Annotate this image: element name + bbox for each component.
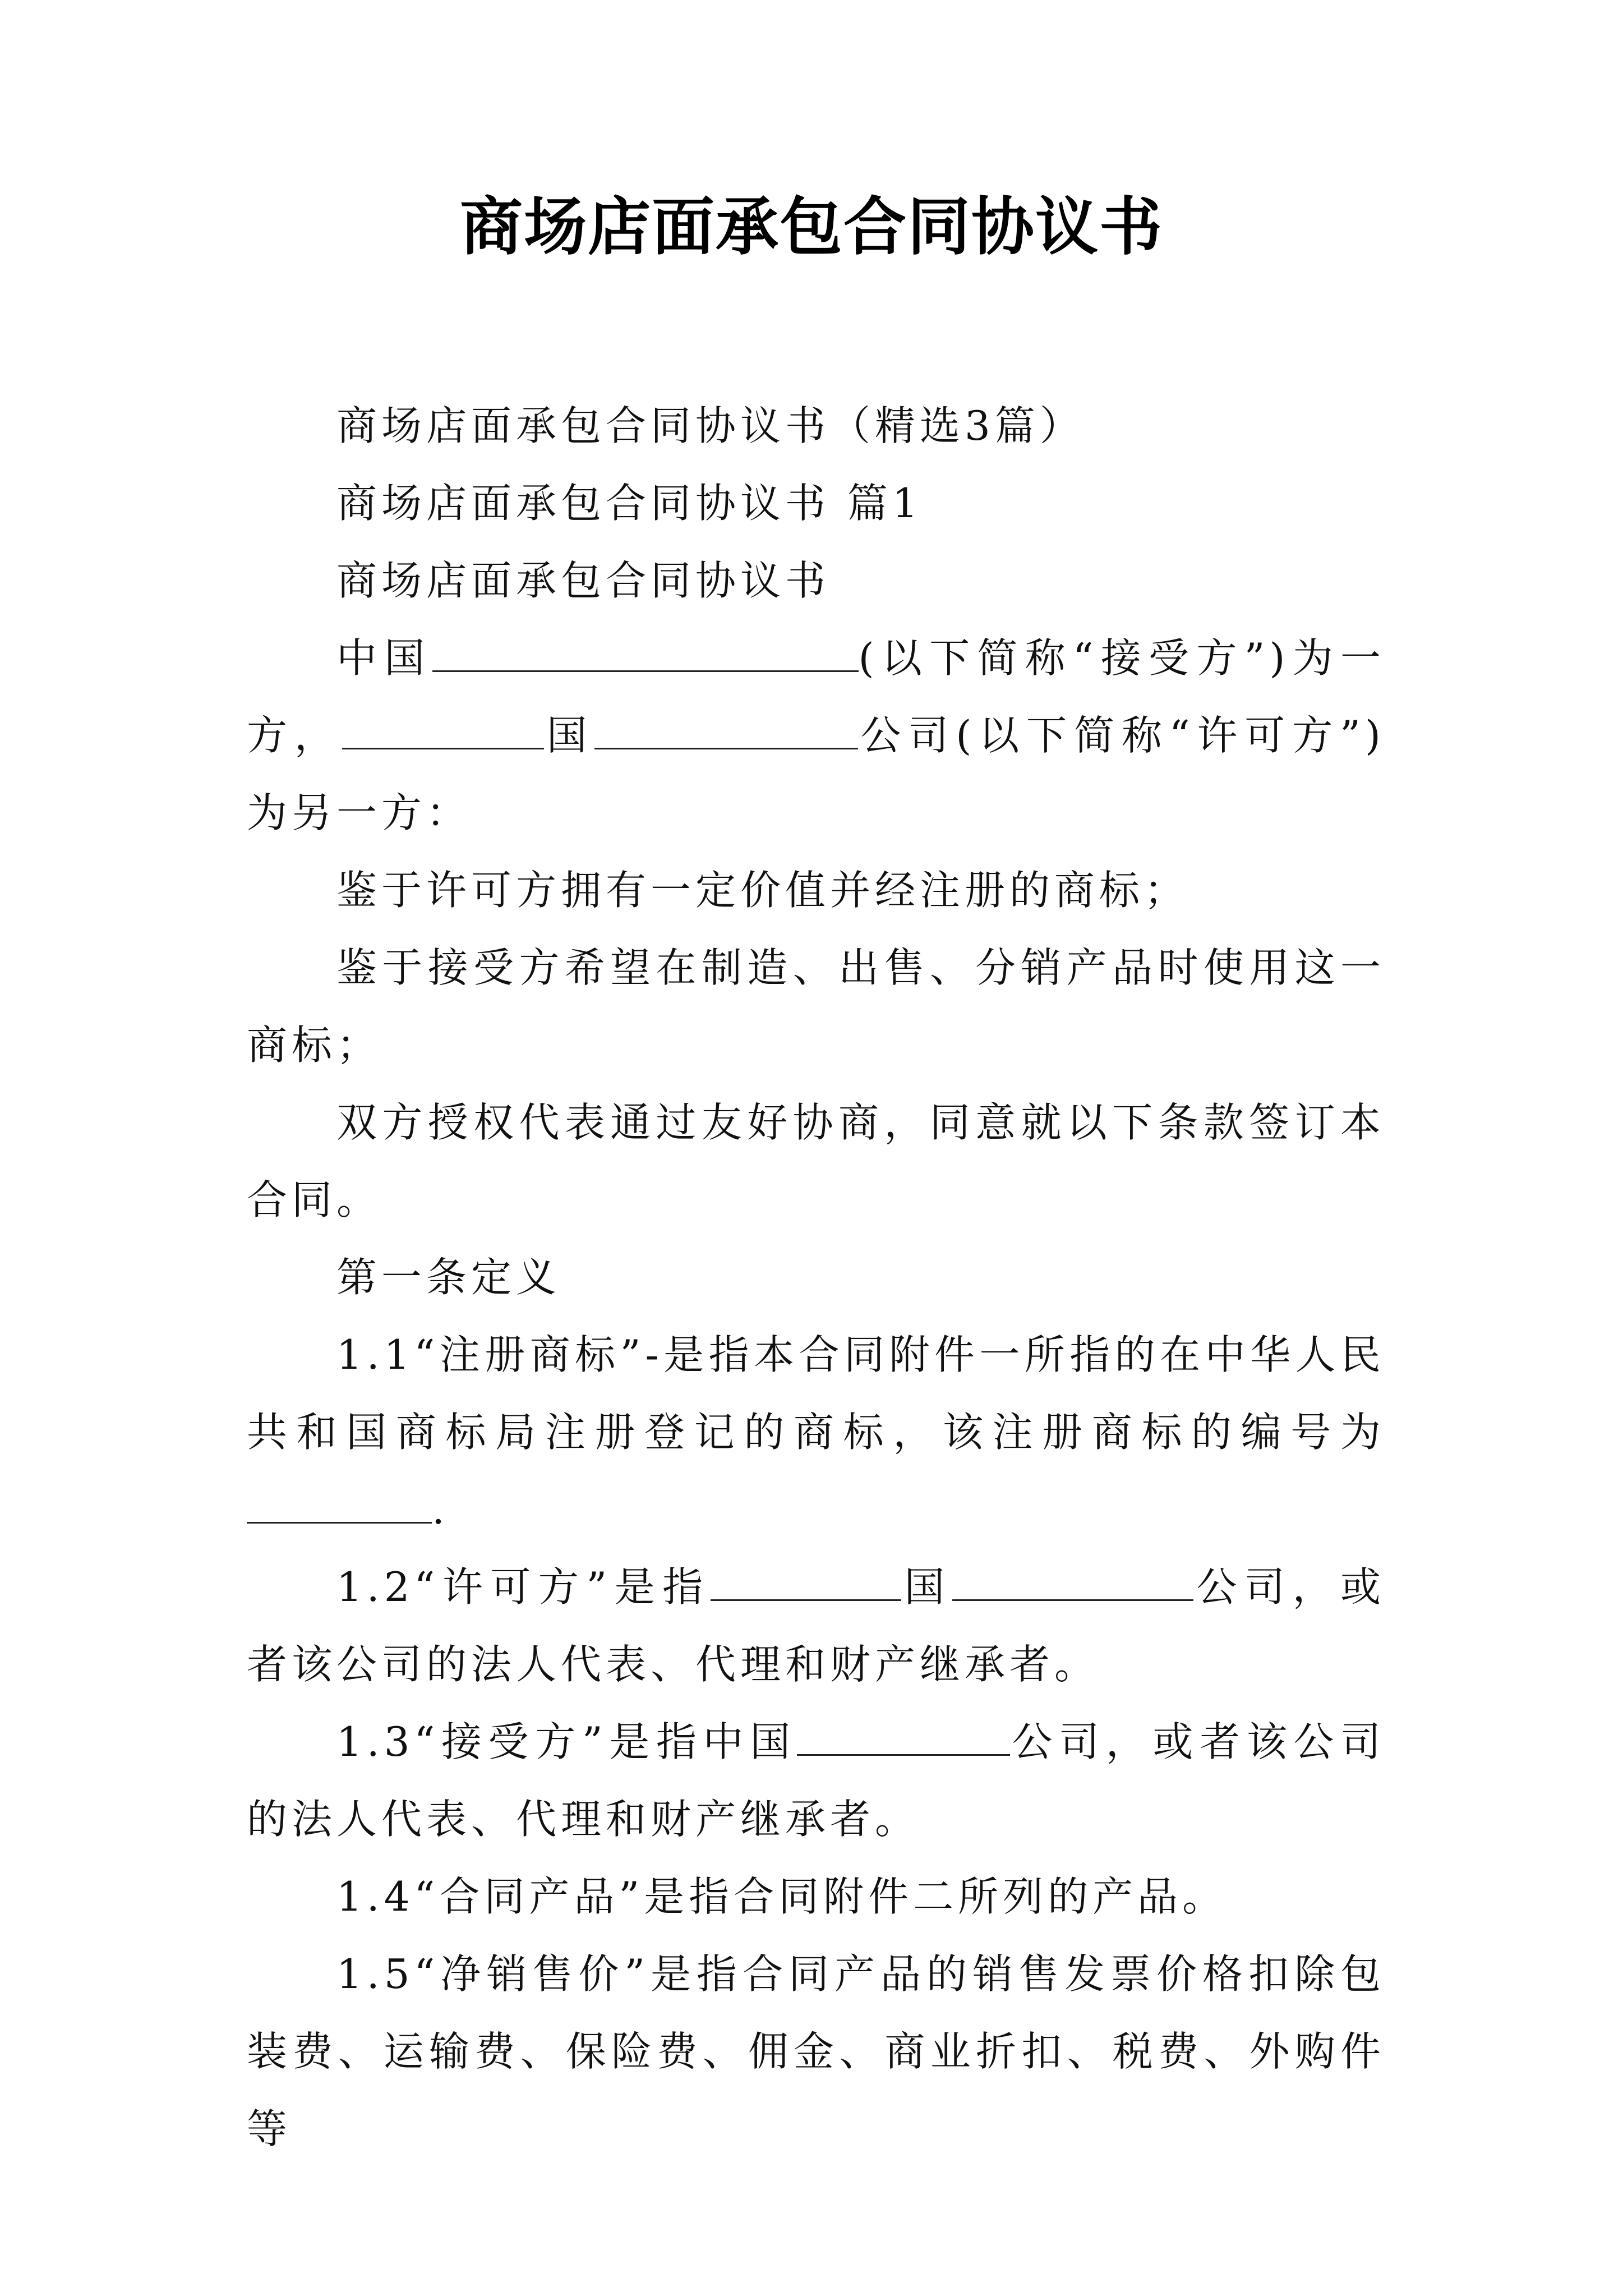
clause-1-3-text-1: 1.3“接受方”是指中国 (336, 1718, 797, 1765)
paragraph-recital-2: 鉴于接受方希望在制造、出售、分销产品时使用这一商标； (247, 944, 1385, 1069)
clause-1-1-end: . (432, 1486, 449, 1533)
licensor-company-blank (594, 711, 858, 749)
paragraph-recital-1: 鉴于许可方拥有一定价值并经注册的商标； (336, 867, 1189, 914)
clause-1-1 (247, 1316, 1385, 1548)
paragraph-agreement: 双方授权代表通过友好协商，同意就以下条款签订本合同。 (247, 1099, 1385, 1223)
clause-1-2 (247, 1548, 1385, 1703)
clause-1-2-text-3: 公司，或者该公司的法人代表、代理和财产继承者。 (247, 1563, 1385, 1688)
clause-1-2-text-1: 1.2“许可方”是指 (336, 1563, 711, 1611)
paragraph-contract-name: 商场店面承包合同协议书 (336, 557, 831, 604)
clause-1-4: 1.4“合同产品”是指合同附件二所列的产品。 (336, 1873, 1228, 1920)
parties-text-3: 国 (543, 712, 594, 759)
trademark-number-blank (247, 1485, 432, 1524)
clause-1-5: 1.5“净销售价”是指合同产品的销售发票价格扣除包装费、运输费、保险费、佣金、商业折扣、税费、外购件等 (247, 1950, 1385, 2152)
paragraph-parties (247, 619, 1385, 852)
document-body (247, 387, 1385, 2168)
article-1-heading: 第一条定义 (336, 1254, 561, 1301)
paragraph-collection-title: 商场店面承包合同协议书（精选3篇） (336, 402, 1085, 449)
clause-1-3-text-2: 公司，或者该公司的法人代表、代理和财产继承者。 (247, 1718, 1385, 1843)
document-title: 商场店面承包合同协议书 (460, 191, 1163, 264)
clause-1-3-company-blank (797, 1717, 1010, 1756)
clause-1-3 (247, 1703, 1385, 1858)
licensor-country-blank (342, 711, 544, 749)
parties-text-1: 中国 (336, 634, 432, 682)
clause-1-2-country-blank (711, 1562, 901, 1601)
parties-text-2: (以下简称“接受方”)为一方， (247, 634, 1385, 759)
clause-1-2-company-blank (952, 1562, 1193, 1601)
receiver-name-blank (432, 633, 859, 672)
clause-1-1-text: 1.1“注册商标”-是指本合同附件一所指的在中华人民共和国商标局注册登记的商标，该注册商标的编号为 (247, 1331, 1385, 1456)
clause-1-2-text-2: 国 (901, 1563, 952, 1611)
parties-text-4: 公司(以下简称“许可方”)为另一方： (247, 712, 1385, 836)
paragraph-part-heading: 商场店面承包合同协议书 篇1 (336, 480, 923, 527)
